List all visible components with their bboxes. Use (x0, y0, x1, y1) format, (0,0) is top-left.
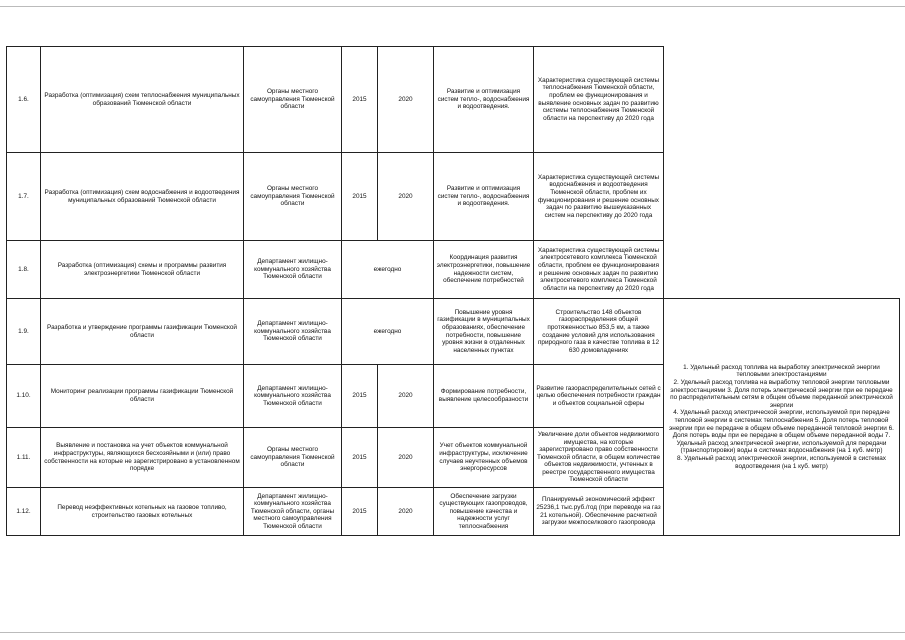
effect-cell: Обеспечение загрузки существующих газопроводов, повышение качества и надежности услуг теплоснабжения (434, 488, 534, 536)
period-cell: ежегодно (342, 241, 434, 299)
start-year-cell: 2015 (342, 428, 378, 488)
indicator-item: 1. Удельный расход топлива на выработку электрической энергии тепловыми электростанциями (683, 363, 880, 379)
bottom-divider (0, 632, 905, 633)
executor-cell: Органы местного самоуправления Тюменской области (244, 428, 342, 488)
row-number: 1.9. (7, 299, 41, 365)
executor-cell: Департамент жилищно-коммунального хозяйства Тюменской области (244, 299, 342, 365)
effect-cell: Развитие и оптимизация систем тепло-, водоснабжения и водоотведения. (434, 153, 534, 241)
row-number: 1.11. (7, 428, 41, 488)
result-cell: Планируемый экономический эффект 25236,1 тыс.руб./год (при переводе на газ 21 котельной). Обеспечение расчетной загрузки межпоселкового газопровода (534, 488, 664, 536)
task-cell: Разработка (оптимизация) схемы и программы развития электроэнергетики Тюменской области (41, 241, 244, 299)
empty-indicator-cell (664, 47, 900, 153)
effect-cell: Формирование потребности, выявление целесообразности (434, 365, 534, 428)
table-row (7, 153, 900, 241)
effect-cell: Учет объектов коммунальной инфраструктуры, исключение случаев неучтенных объемов энергоресурсов (434, 428, 534, 488)
end-year-cell: 2020 (378, 47, 434, 153)
task-cell: Разработка (оптимизация) схем теплоснабжения муниципальных образований Тюменской области (41, 47, 244, 153)
task-cell: Разработка (оптимизация) схем водоснабжения и водоотведения муниципальных образований Тюменской области (41, 153, 244, 241)
executor-cell: Департамент жилищно-коммунального хозяйства Тюменской области (244, 241, 342, 299)
indicator-item: 8. Удельный расход электрической энергии, используемой в системах водоотведения (на 1 куб. метр) (677, 454, 886, 470)
result-cell: Характеристика существующей системы водоснабжения и водоотведения Тюменской области, проблем их функционирования и решение основных задач по развитию вышеуказанных систем на перспективу до 2020 года (534, 153, 664, 241)
effect-cell: Развитие и оптимизация систем тепло-, водоснабжения и водоотведения. (434, 47, 534, 153)
executor-cell: Департамент жилищно-коммунального хозяйства Тюменской области (244, 365, 342, 428)
row-number: 1.8. (7, 241, 41, 299)
task-cell: Разработка и утверждение программы газификации Тюменской области (41, 299, 244, 365)
empty-indicator-cell (664, 153, 900, 241)
top-divider (0, 6, 905, 7)
executor-cell: Органы местного самоуправления Тюменской области (244, 47, 342, 153)
measures-table (6, 46, 900, 536)
start-year-cell: 2015 (342, 488, 378, 536)
result-cell: Характеристика существующей системы теплоснабжения Тюменской области, проблем ее функционирования и выявление основных задач по развитию системы теплоснабжения Тюменской области на перспективу до 2020 года (534, 47, 664, 153)
task-cell: Мониторинг реализации программы газификации Тюменской области (41, 365, 244, 428)
result-cell: Увеличение доли объектов недвижимого имущества, на которые зарегистрировано право собственности Тюменской области, в общем количестве объектов недвижимости, учтенных в реестре государственного имущества Тюменской области (534, 428, 664, 488)
result-cell: Развитие газораспределительных сетей с целью обеспечения потребности граждан и объектов социальной сферы (534, 365, 664, 428)
task-cell: Выявление и постановка на учет объектов коммунальной инфраструктуры, являющихся бесхозяйными и (или) право собственности на которые не зарегистрировано в установленном порядке (41, 428, 244, 488)
effect-cell: Повышение уровня газификации в муниципальных образованиях, обеспечение потребности, повышение уровня жизни в отдаленных населенных пунктах (434, 299, 534, 365)
start-year-cell: 2015 (342, 153, 378, 241)
period-cell: ежегодно (342, 299, 434, 365)
indicator-item: 4. Удельный расход электрической энергии, используемой при передаче тепловой энергии в системах теплоснабжения 5. Доля потерь тепловой энергии при ее передаче в общем объеме переданной тепловой энергии 6. Доля потерь воды при ее передаче в общем объеме переданной воды 7. Удельный расход электрической энергии, используемой для передачи (транспортировки) воды в системах водоснабжения (на 1 куб. метр) (669, 409, 894, 455)
task-cell: Перевод неэффективных котельных на газовое топливо, строительство газовых котельных (41, 488, 244, 536)
executor-cell: Органы местного самоуправления Тюменской области (244, 153, 342, 241)
end-year-cell: 2020 (378, 153, 434, 241)
table-row (7, 241, 900, 299)
result-cell: Строительство 148 объектов газораспределения общей протяженностью 853,5 км, а также создание условий для использования природного газа в качестве топлива в 12 630 домовладениях (534, 299, 664, 365)
table-row (7, 299, 900, 365)
indicators-cell (664, 299, 900, 536)
row-number: 1.6. (7, 47, 41, 153)
end-year-cell: 2020 (378, 365, 434, 428)
table-row (7, 47, 900, 153)
effect-cell: Координация развития электроэнергетики, повышение надежности систем, обеспечение потребностей (434, 241, 534, 299)
end-year-cell: 2020 (378, 488, 434, 536)
row-number: 1.12. (7, 488, 41, 536)
end-year-cell: 2020 (378, 428, 434, 488)
executor-cell: Департамент жилищно-коммунального хозяйства Тюменской области, органы местного самоуправления Тюменской области (244, 488, 342, 536)
indicator-item: 2. Удельный расход топлива на выработку тепловой энергии тепловыми электростанциями 3. Доля потерь электрической энергии при ее передаче по распределительным сетям в общем объеме переданной электрической энергии (670, 379, 893, 409)
start-year-cell: 2015 (342, 47, 378, 153)
start-year-cell: 2015 (342, 365, 378, 428)
row-number: 1.7. (7, 153, 41, 241)
empty-indicator-cell (664, 241, 900, 299)
result-cell: Характеристика существующей системы электросетевого комплекса Тюменской области, проблем ее функционирования и решение основных задач по развитию электросетевого комплекса Тюменской области на перспективу до 2020 года (534, 241, 664, 299)
row-number: 1.10. (7, 365, 41, 428)
